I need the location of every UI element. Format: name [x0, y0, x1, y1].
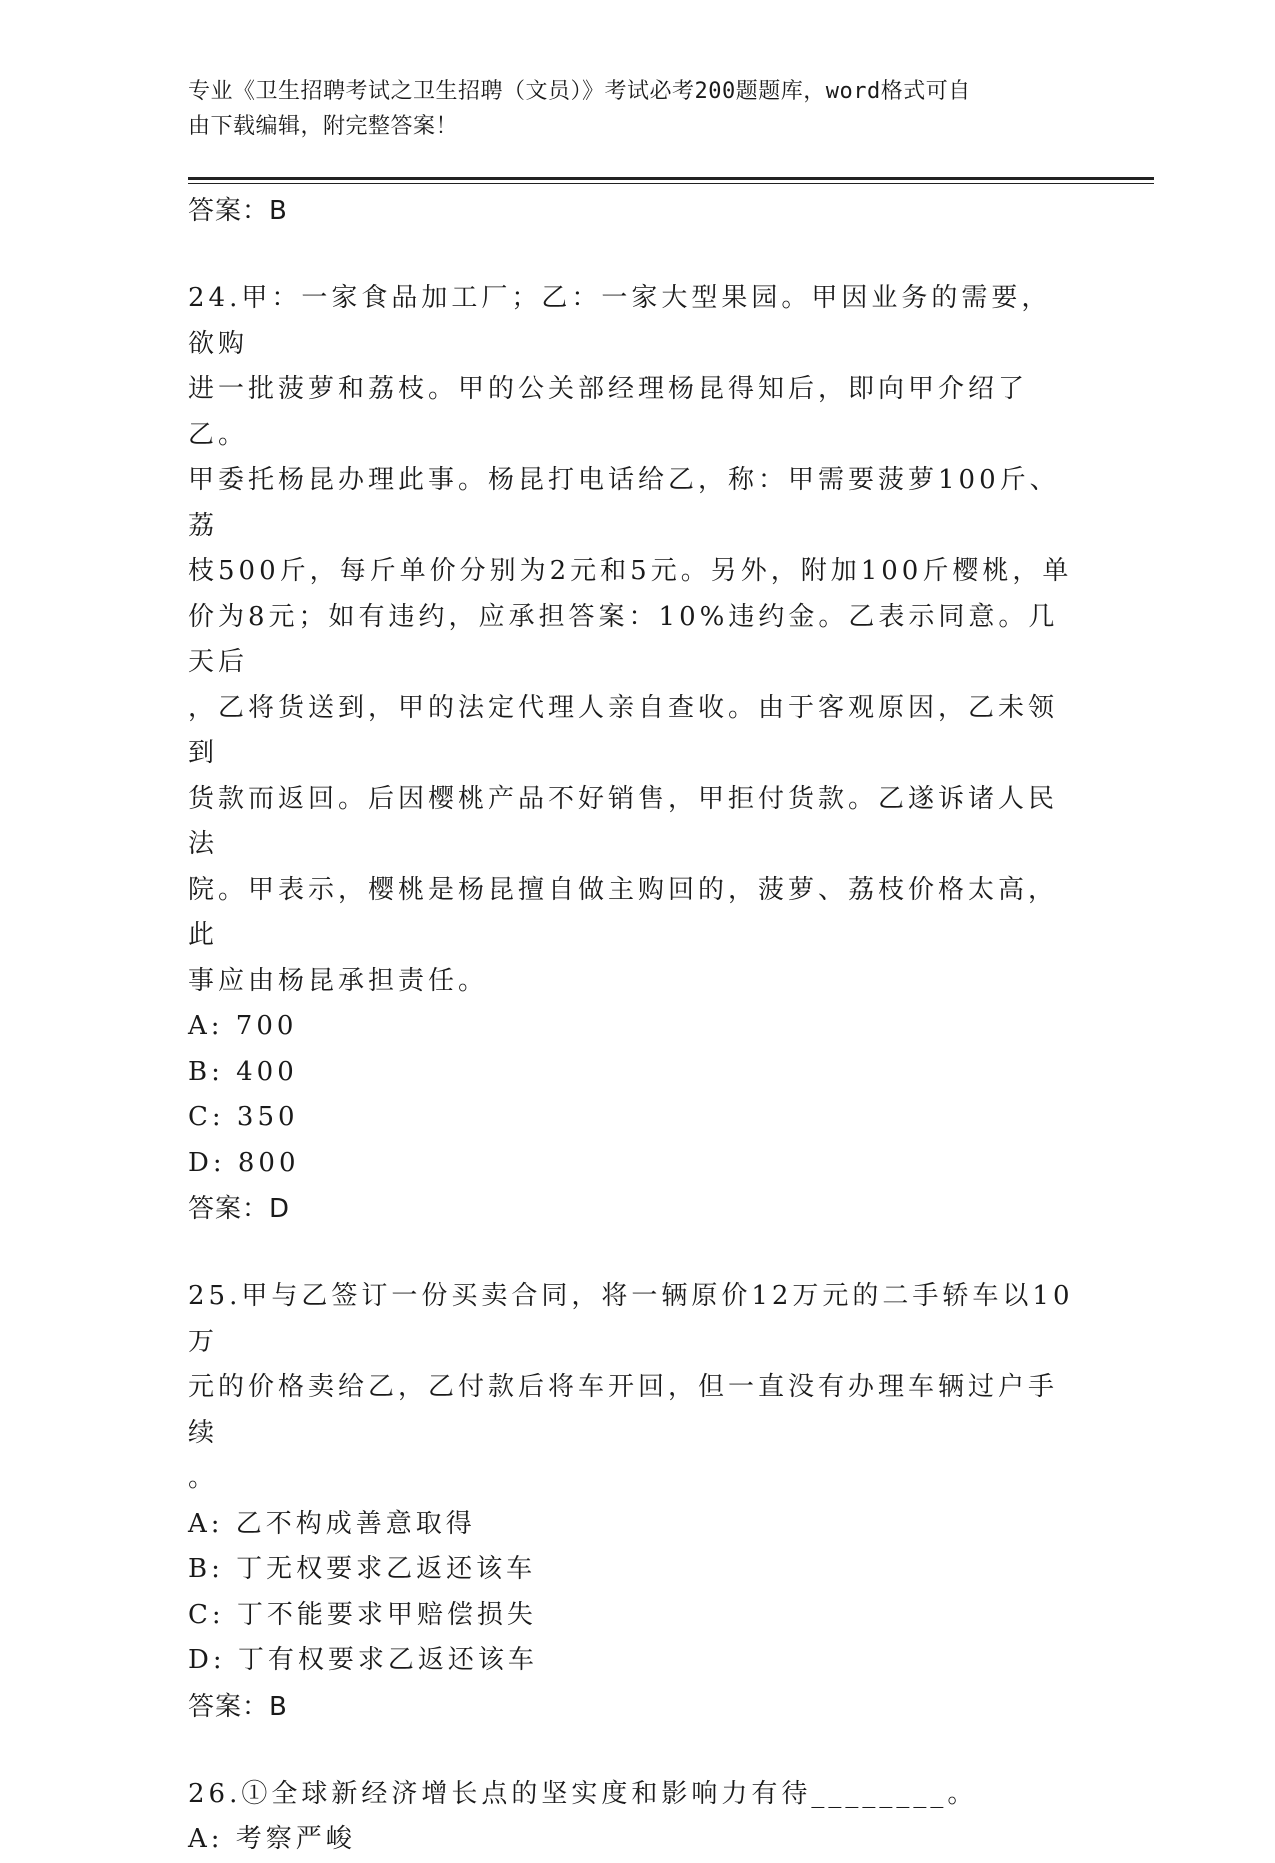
question-25 [188, 1274, 1078, 1730]
question-line: 进一批菠萝和荔枝。甲的公关部经理杨昆得知后，即向甲介绍了乙。 [188, 374, 1029, 450]
document-header [188, 74, 1068, 144]
option-c: C: 丁不能要求甲赔偿损失 [188, 1599, 537, 1630]
option-a: A: 700 [188, 1011, 298, 1041]
question-line: ，乙将货送到，甲的法定代理人亲自查收。由于客观原因，乙未领到 [188, 692, 1059, 768]
header-divider-thin [188, 183, 1154, 184]
document-body [188, 188, 1078, 1863]
question-line: 货款而返回。后因樱桃产品不好销售，甲拒付货款。乙遂诉诸人民法 [188, 783, 1059, 859]
question-line: 26.①全球新经济增长点的坚实度和影响力有待________。 [188, 1778, 978, 1809]
option-a: A: 考察严峻 [188, 1824, 356, 1854]
answer-label: 答案：B [188, 196, 288, 226]
header-line-2: 由下载编辑，附完整答案！ [188, 114, 459, 139]
question-line: 24.甲：一家食品加工厂；乙：一家大型果园。甲因业务的需要，欲购 [188, 283, 1052, 359]
question-line: 25.甲与乙签订一份买卖合同，将一辆原价12万元的二手轿车以10万 [188, 1281, 1074, 1357]
option-b: B: 丁无权要求乙返还该车 [188, 1554, 537, 1584]
question-line: 院。甲表示，樱桃是杨昆擅自做主购回的，菠萝、荔枝价格太高，此 [188, 874, 1059, 950]
question-line: 。 [188, 1463, 219, 1493]
option-c: C: 350 [188, 1102, 299, 1132]
question-line: 枝500斤，每斤单价分别为2元和5元。另外，附加100斤樱桃，单 [188, 556, 1073, 586]
option-d: D: 800 [188, 1147, 300, 1178]
answer-label: 答案：B [188, 1691, 288, 1722]
option-a: A: 乙不构成善意取得 [188, 1508, 476, 1539]
option-b: B: 400 [188, 1056, 298, 1087]
question-line: 甲委托杨昆办理此事。杨昆打电话给乙，称：甲需要菠萝100斤、荔 [188, 465, 1060, 541]
question-line: 事应由杨昆承担责任。 [188, 965, 489, 996]
option-d: D: 丁有权要求乙返还该车 [188, 1645, 538, 1675]
question-26 [188, 1772, 1078, 1863]
answer-label: 答案：D [188, 1194, 291, 1224]
header-line-1: 专业《卫生招聘考试之卫生招聘（文员）》考试必考200题题库，word格式可自 [188, 79, 971, 104]
question-24 [188, 276, 1078, 1232]
header-divider-thick [188, 177, 1154, 180]
question-line: 价为8元；如有违约，应承担答案：10%违约金。乙表示同意。几天后 [188, 601, 1059, 677]
question-line: 元的价格卖给乙，乙付款后将车开回，但一直没有办理车辆过户手续 [188, 1372, 1059, 1448]
